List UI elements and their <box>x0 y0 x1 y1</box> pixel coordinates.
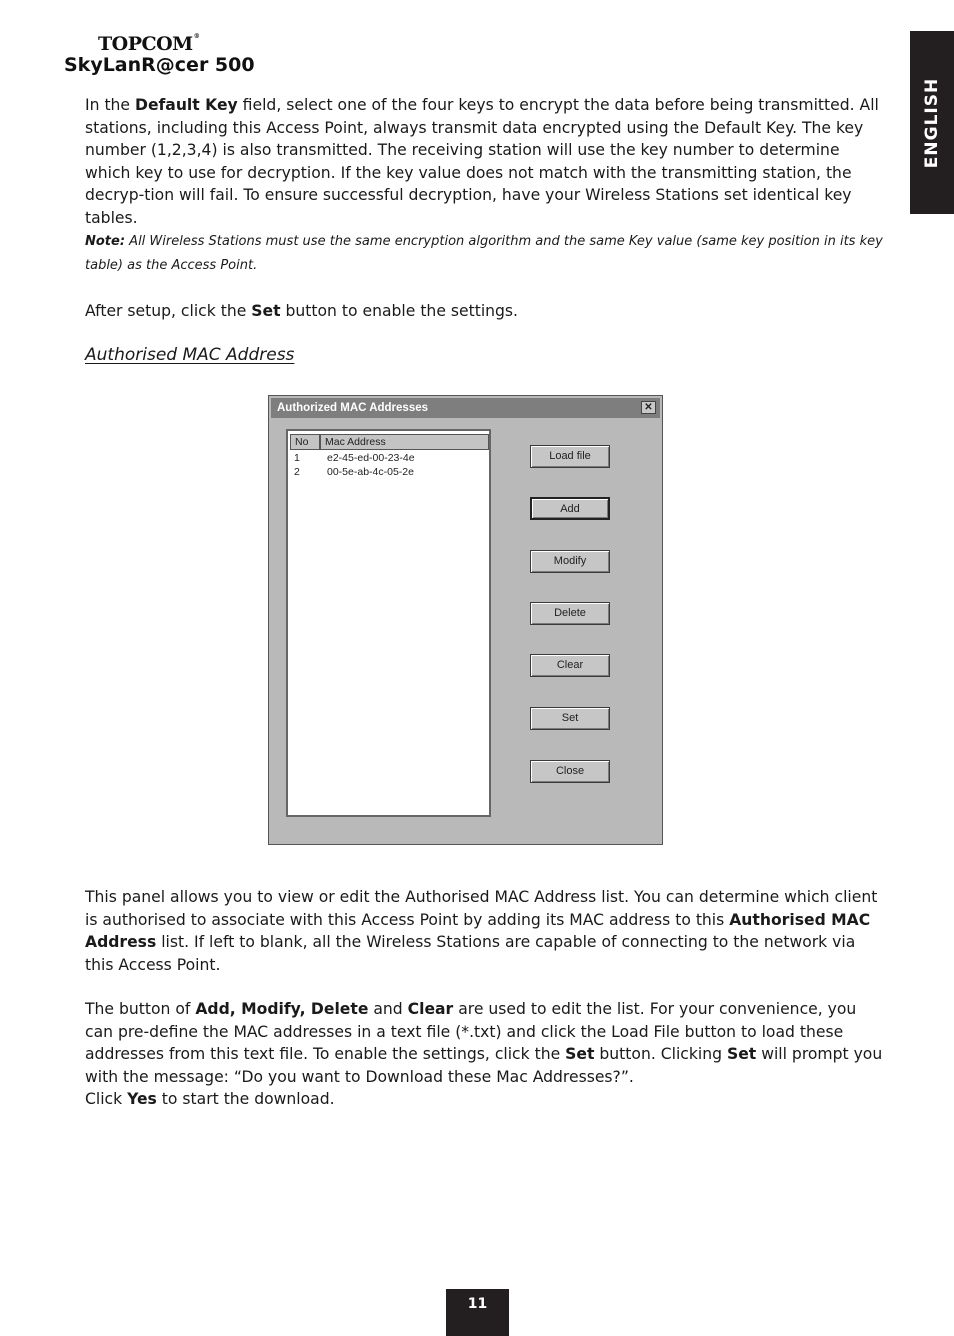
text-run: In the <box>85 96 135 114</box>
text-run: and <box>368 1000 408 1018</box>
bold-run: Clear <box>407 1000 454 1018</box>
paragraph-panel-description <box>85 886 885 976</box>
page-number: 11 <box>446 1289 509 1336</box>
paragraph-buttons-description <box>85 998 885 1111</box>
section-heading: Authorised MAC Address <box>85 345 295 365</box>
dialog-titlebar <box>271 398 660 418</box>
text-run: list. If left to blank, all the Wireless Stations are capable of connecting to the network via this Access Point. <box>85 933 856 974</box>
text-run: are used to edit the list. For your convenience, you can pre-define the MAC addresses in a text file (*.txt) and click the Load File button to load these addresses from this text file. To enable the settings, click the <box>85 1000 857 1063</box>
paragraph-default-key <box>85 94 885 229</box>
clear-button[interactable]: Clear <box>530 654 610 677</box>
set-button[interactable]: Set <box>530 707 610 730</box>
product-name: SkyLanR@cer 500 <box>64 54 255 76</box>
text-run: After setup, click the <box>85 302 252 320</box>
mac-address-list[interactable] <box>286 429 491 817</box>
text-run: The button of <box>85 1000 196 1018</box>
text-run: will prompt you with the message: “Do you want to Download these Mac Addresses?”. <box>85 1045 883 1086</box>
text-run: button. Clicking <box>594 1045 727 1063</box>
note-paragraph <box>85 230 885 278</box>
mac-address-dialog <box>268 395 663 845</box>
row-no: 2 <box>294 466 300 478</box>
text-run: to start the download. <box>156 1090 335 1108</box>
text-run: button to enable the settings. <box>280 302 519 320</box>
paragraph-after-setup <box>85 300 885 323</box>
bold-run: Default Key <box>135 96 238 114</box>
row-mac: 00-5e-ab-4c-05-2e <box>327 466 414 478</box>
language-tab-label: ENGLISH <box>922 77 942 168</box>
logo-text: TOPCOM <box>98 33 193 55</box>
delete-button[interactable]: Delete <box>530 602 610 625</box>
note-text: All Wireless Stations must use the same encryption algorithm and the same Key value (same key position in its key table) as the Access Point. <box>85 234 883 273</box>
load-file-button[interactable]: Load file <box>530 445 610 468</box>
list-header <box>290 434 487 450</box>
bold-run: Yes <box>127 1090 157 1108</box>
topcom-logo <box>98 33 218 53</box>
text-run: field, select one of the four keys to encrypt the data before being transmitted. All stations, including this Access Point, always transmit data encrypted using the Default Key. The key number (1,2,3,4) is also transmitted. The receiving station will use the key number to determine which key to use for decryption. If the key value does not match with the transmitting station, the decryp-tion will fail. To ensure successful decryption, have your Wireless Stations set identical key tables. <box>85 96 879 227</box>
close-button[interactable]: Close <box>530 760 610 783</box>
note-label: Note: <box>85 234 126 249</box>
dialog-title: Authorized MAC Addresses <box>277 402 429 414</box>
close-icon[interactable]: ✕ <box>641 401 656 414</box>
bold-run: Set <box>726 1045 757 1063</box>
language-tab <box>910 31 954 214</box>
bold-run: Set <box>251 302 281 320</box>
logo-trademark: ® <box>193 33 200 40</box>
text-run: Click <box>85 1090 128 1108</box>
text-run: This panel allows you to view or edit the Authorised MAC Address list. You can determine which client is authorised to associate with this Access Point by adding its MAC address to this <box>85 888 878 929</box>
modify-button[interactable]: Modify <box>530 550 610 573</box>
row-mac: e2-45-ed-00-23-4e <box>327 452 415 464</box>
bold-run: Add, Modify, Delete <box>195 1000 369 1018</box>
bold-run: Authorised MAC Address <box>85 910 871 951</box>
column-header-no[interactable]: No <box>290 434 320 450</box>
add-button[interactable]: Add <box>530 497 610 520</box>
row-no: 1 <box>294 452 300 464</box>
bold-run: Set <box>565 1045 595 1063</box>
column-header-mac[interactable]: Mac Address <box>320 434 489 450</box>
